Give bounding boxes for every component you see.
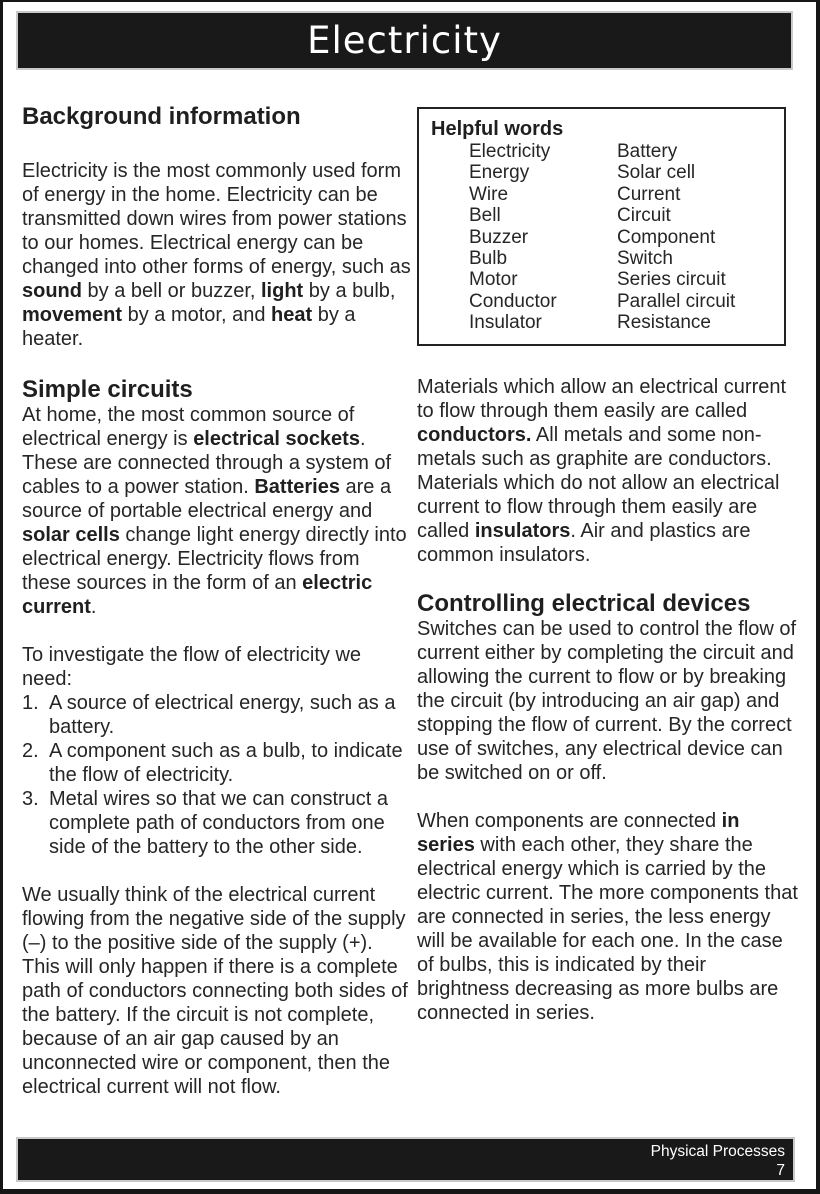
helpful-word: Insulator [469,312,542,334]
helpful-words-column-1 [469,141,617,334]
list-item [22,739,412,787]
paragraph-switches: Switches can be used to control the flow of current either by completing the circuit and allowing the current to flow or by breaking the circuit (by introducing an air gap) and stopping the flow of current. By the correct use of switches, any electrical device can be switched on or off. [417,617,797,784]
section-heading-simple-circuits: Simple circuits [22,376,193,403]
paragraph-series: When components are connected in series with each other, they share the electrical energy which is carried by the electric current. The more components that are connected in series, the less energy will be available for each one. In the case of bulbs, this is indicated by their brightness decreasing as more bulbs are connected in series. [417,809,798,1024]
paragraph-investigate-intro: To investigate the flow of electricity we need: [22,644,362,690]
helpful-word: Series circuit [617,269,726,291]
paragraph-conductors: Materials which allow an electrical current to flow through them easily are called conductors. All metals and some non-metals such as graphite are conductors. Materials which do not allow an electrical current to flow through them easily are called insulators. Air and plastics are common insulators. [417,375,787,566]
list-item-text: A component such as a bulb, to indicate the flow of electricity. [49,740,403,786]
helpful-words-title: Helpful words [431,118,564,140]
helpful-word: Bell [469,205,501,227]
helpful-word: Electricity [469,141,551,162]
helpful-word: Parallel circuit [617,290,736,312]
list-item [22,691,412,739]
list-item [22,787,412,859]
list-item-text: A source of electrical energy, such as a battery. [49,692,396,738]
helpful-word: Component [617,226,716,248]
helpful-word: Buzzer [469,226,529,248]
helpful-words-box [417,107,786,346]
helpful-word: Energy [469,162,530,184]
paragraph-simple-circuits: At home, the most common source of electrical energy is electrical sockets. These are connected through a system of cables to a power station. Batteries are a source of portable electrical energy and solar cells change light energy directly into electrical energy. Electricity flows from these sources in the form of an electric current. [22,404,407,618]
helpful-word: Battery [617,141,678,162]
section-heading-background: Background information [22,103,301,130]
helpful-words-columns [469,141,776,334]
left-column [22,97,412,1123]
helpful-word: Solar cell [617,162,696,184]
helpful-word: Motor [469,269,518,291]
list-item-number: 3. [22,788,39,810]
list-item-text: Metal wires so that we can construct a complete path of conductors from one side of the battery to the other side. [49,788,389,858]
investigate-list [22,691,412,859]
section-heading-controlling: Controlling electrical devices [417,589,751,617]
helpful-words-column-2 [617,141,776,334]
right-column [417,97,800,1123]
footer-page-number: 7 [776,1162,785,1179]
page-footer-bar [18,1139,793,1180]
helpful-word: Conductor [469,290,557,312]
helpful-word: Current [617,183,681,205]
helpful-word: Bulb [469,248,508,270]
helpful-word: Wire [469,183,509,205]
page-title: Electricity [307,19,502,62]
paragraph-current-flow: We usually think of the electrical current flowing from the negative side of the supply (–) to the positive side of the supply (+). This will only happen if there is a complete path of conductors connecting both sides of the battery. If the circuit is not complete, because of an air gap caused by an unconnected wire or component, then the electrical current will not flow. [22,884,408,1098]
helpful-word: Circuit [617,205,671,227]
list-item-number: 2. [22,740,39,762]
helpful-word: Resistance [617,312,711,334]
footer-series-label: Physical Processes [650,1143,785,1160]
helpful-word: Switch [617,248,673,270]
page-header-bar [18,13,791,68]
paragraph-background: Electricity is the most commonly used form of energy in the home. Electricity can be transmitted down wires from power stations to our homes. Electrical energy can be changed into other forms of energy, such as sound by a bell or buzzer, light by a bulb, movement by a motor, and heat by a heater. [22,160,411,350]
list-item-number: 1. [22,692,39,714]
content-columns [22,97,800,1123]
